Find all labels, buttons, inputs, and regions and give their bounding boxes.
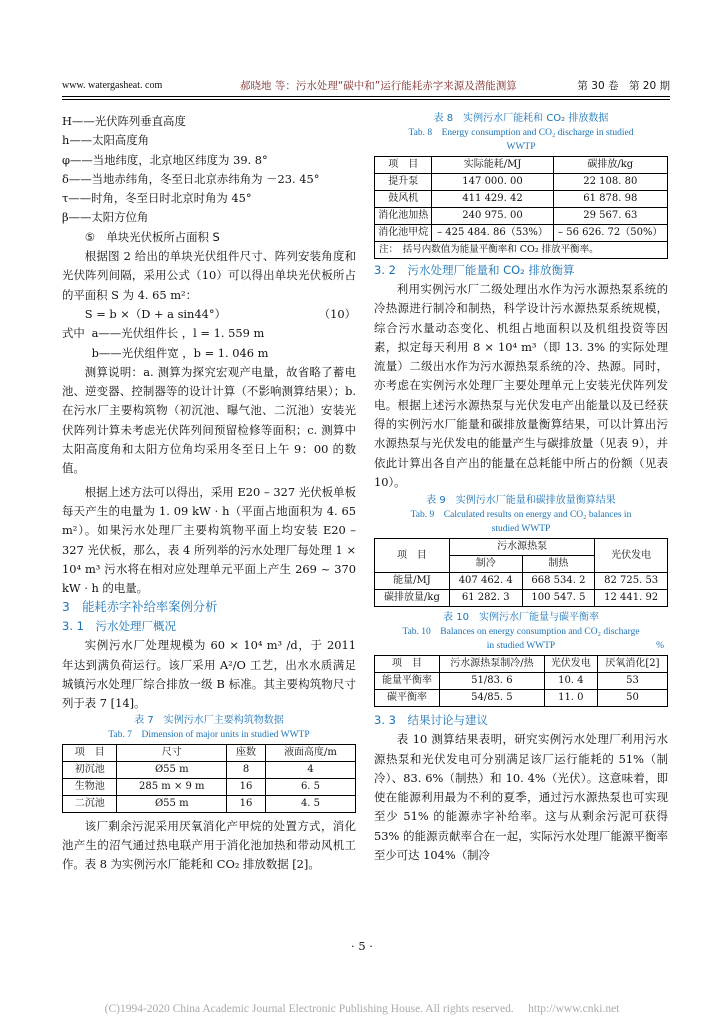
table-9-caption-en: Tab. 9 Calculated results on energy and CO₂ balances in <box>410 510 632 521</box>
table-row <box>375 590 668 607</box>
table-8-note: 注： 括号内数值为能量平衡率和 CO₂ 排放平衡率。 <box>374 242 668 259</box>
definition: φ——当地纬度，北京地区纬度为 39. 8° <box>62 152 268 167</box>
table-9 <box>374 538 668 607</box>
section-heading-3-1: 3. 1 污水处理厂概况 <box>62 619 176 634</box>
table-row <box>375 225 668 242</box>
table-cell: 51/83. 6 <box>440 673 545 690</box>
table-row <box>63 778 356 795</box>
table-7-caption: 表 7 实例污水厂主要构筑物数据 <box>134 714 284 726</box>
right-column <box>374 112 668 865</box>
paragraph: 根据上述方法可以得出，采用 E20 – 327 光伏板单板每天产生的电量为 1. 09 kW · h（平面占地面积为 4. 65 m²）。如果污水处理厂主要构筑物平面上均安装 E20 – 327 光伏板，那么，表 4 所列举的污水处理厂每处理 1 × 10⁴ m³ 污水将在相对应处理单元平面上产生 269 ~ 370 kW · h 的电量。 <box>62 484 356 596</box>
left-column <box>62 112 356 875</box>
table-cell: 消化池加热 <box>375 208 432 225</box>
table-cell: 二沉池 <box>63 795 117 812</box>
paragraph: 表 10 测算结果表明，研究实例污水处理厂利用污水源热泵和光伏发电可分别满足该厂运行能耗的 51%（制冷）、83. 6%（制热）和 10. 4%（光伏）。这意味着，即使在能源利用最为不利的夏季，通过污水源热泵也可实现至少 51% 的能源赤字补给率。这与从剩余污泥可获得 53% 的能源贡献率合在一起，实际污水处理厂能源平衡率至少可达 104%（制冷 <box>374 732 668 863</box>
table-cell: 668 534. 2 <box>522 573 595 590</box>
running-header <box>62 78 670 94</box>
paragraph: 根据图 2 给出的单块光伏组件尺寸、阵列安装角度和光伏阵列间隔，采用公式（10）可以得出单块光伏板所占的平面积 S 为 4. 65 m²： <box>62 249 356 302</box>
section-heading-3-3: 3. 3 结果讨论与建议 <box>374 713 488 728</box>
table-header: 光伏发电 <box>595 539 668 573</box>
where-block <box>62 324 356 363</box>
copyright-footer: (C)1994-2020 China Academic Journal Electronic Publishing House. All rights reserved. http://www.cnki.net <box>104 1003 620 1015</box>
table-header: 实际能耗/MJ <box>432 157 553 174</box>
table-header: 光伏发电 <box>544 656 597 673</box>
table-8 <box>374 156 668 242</box>
table-cell: 10. 4 <box>544 673 597 690</box>
paragraph: 测算说明：a. 测算为探究宏观产电量，故省略了蓄电池、逆变器、控制器等的设计计算（不影响测算结果）；b. 在污水厂主要构筑物（初沉池、曝气池、二沉池）安装光伏阵列计算未考虑光伏阵列间预留检修等面积；c. 测算中太阳高度角和太阳方位角均采用冬至日上午 9：00 的数值。 <box>62 364 356 476</box>
table-row <box>375 573 668 590</box>
table-cell: 82 725. 53 <box>595 573 668 590</box>
table-cell: 29 567. 63 <box>553 208 667 225</box>
table-cell: 能量/MJ <box>375 573 450 590</box>
section-heading-3: 3 能耗赤字补给率案例分析 <box>62 600 218 615</box>
table-cell: 4. 5 <box>265 795 355 812</box>
table-header: 项 目 <box>63 744 117 761</box>
table-9-caption: 表 9 实例污水厂能量和碳排放量衡算结果 <box>426 495 616 507</box>
table-cell: – 425 484. 86（53%） <box>432 225 553 242</box>
table-header: 液面高度/m <box>265 744 355 761</box>
table-cell: 16 <box>227 795 266 812</box>
table-10-unit: % <box>656 641 664 652</box>
table-cell: Ø55 m <box>117 795 227 812</box>
table-cell: 生物池 <box>63 778 117 795</box>
table-cell: Ø55 m <box>117 761 227 778</box>
table-cell: 能量平衡率 <box>375 673 440 690</box>
table-9-caption-en-2: studied WWTP <box>491 524 551 535</box>
table-row <box>375 673 668 690</box>
definition: h——太阳高度角 <box>62 133 150 148</box>
table-10-caption-en: Tab. 10 Balances on energy consumption and CO₂ discharge <box>402 627 640 638</box>
table-header: 污水源热泵制冷/热 <box>440 656 545 673</box>
table-cell: 285 m × 9 m <box>117 778 227 795</box>
table-10 <box>374 655 668 707</box>
table-8-caption-en: Tab. 8 Energy consumption and CO₂ discharge in studied <box>408 128 634 138</box>
table-cell: 提升泵 <box>375 174 432 191</box>
table-cell: 100 547. 5 <box>522 590 595 607</box>
paragraph: 该厂剩余污泥采用厌氧消化产甲烷的处置方式，消化池产生的沼气通过热电联产用于消化池加热和带动风机工作。表 8 为实例污水厂能耗和 CO₂ 排放数据 [2]。 <box>62 818 356 872</box>
table-cell: 61 878. 98 <box>553 191 667 208</box>
table-header: 项 目 <box>375 539 450 573</box>
table-cell: 411 429. 42 <box>432 191 553 208</box>
paragraph: 利用实例污水厂二级处理出水作为污水源热泵系统的冷热源进行制冷和制热，科学设计污水源热泵系统规模，综合污水量动态变化、机组占地面积以及机组投资等因素，拟定每天利用 8 × 10⁴ m³（即 13. 3% 的实际处理流量）二级出水作为污水源热泵系统的冷、热源。同时，亦考虑在实例污水处理厂主要处理单元上安装光伏阵列发电。根据上述污水源热泵与光伏发电产出能量以及已经获得的实例污水厂能量和碳排放量衡算结果，可以计算出污水源热泵与光伏发电的能量产生与碳排放量（见表 9），并依此计算出各自产出的能量在总耗能中所占的份额（见表 10）。 <box>374 282 668 489</box>
definition: τ——时角，冬至日时北京时角为 45° <box>62 191 252 206</box>
table-cell: 240 975. 00 <box>432 208 553 225</box>
table-header: 厌氧消化[2] <box>597 656 667 673</box>
table-row <box>63 761 356 778</box>
table-cell: 鼓风机 <box>375 191 432 208</box>
where-label: 式中 <box>62 326 85 341</box>
table-7 <box>62 744 356 813</box>
table-cell: 8 <box>227 761 266 778</box>
table-row <box>375 174 668 191</box>
table-header-row <box>375 157 668 174</box>
table-cell: 53 <box>597 673 667 690</box>
page-number: · 5 · <box>351 939 373 953</box>
table-header: 污水源热泵 <box>449 539 594 556</box>
table-row <box>63 795 356 812</box>
table-row <box>375 208 668 225</box>
volume-issue: 第 30 卷 第 20 期 <box>577 80 670 92</box>
article-title-header: 郝晓地 等：污水处理“碳中和”运行能耗赤字来源及潜能测算 <box>240 80 517 92</box>
table-header: 项 目 <box>375 656 440 673</box>
table-cell: 消化池甲烷 <box>375 225 432 242</box>
table-header-row <box>375 539 668 556</box>
table-cell: 22 108. 80 <box>553 174 667 191</box>
table-row <box>375 690 668 707</box>
header-rule-thin <box>62 99 670 100</box>
table-cell: 碳排放量/kg <box>375 590 450 607</box>
table-header: 项 目 <box>375 157 432 174</box>
table-cell: 50 <box>597 690 667 707</box>
journal-site: www. watergasheat. com <box>62 80 163 91</box>
item-5-heading: ⑤ 单块光伏板所占面积 S <box>84 229 220 244</box>
definition: β——太阳方位角 <box>62 210 149 225</box>
header-rule <box>62 96 670 97</box>
table-cell: 6. 5 <box>265 778 355 795</box>
table-cell: 12 441. 92 <box>595 590 668 607</box>
table-cell: 407 462. 4 <box>449 573 522 590</box>
equation-10 <box>62 305 356 324</box>
caption-text: in studied WWTP <box>486 641 556 652</box>
table-7-caption-en: Tab. 7 Dimension of major units in studied WWTP <box>108 729 310 740</box>
definition: b——光伏组件宽 ，b = 1. 046 m <box>91 345 269 360</box>
table-cell: 11. 0 <box>544 690 597 707</box>
table-cell: – 56 626. 72（50%） <box>553 225 667 242</box>
table-cell: 61 282. 3 <box>449 590 522 607</box>
table-cell: 初沉池 <box>63 761 117 778</box>
table-cell: 16 <box>227 778 266 795</box>
table-10-caption: 表 10 实例污水厂能量与碳平衡率 <box>443 612 599 624</box>
table-8-caption: 表 8 实例污水厂能耗和 CO₂ 排放数据 <box>433 113 609 124</box>
table-header: 制热 <box>522 556 595 573</box>
table-cell: 147 000. 00 <box>432 174 553 191</box>
paragraph: 实例污水厂处理规模为 60 × 10⁴ m³ /d，于 2011 年达到满负荷运行。该厂采用 A²/O 工艺，出水水质满足城镇污水处理厂综合排放一级 B 标准。其主要构筑物尺寸列于表 7 [14]。 <box>62 638 356 711</box>
table-header: 碳排放/kg <box>553 157 667 174</box>
section-heading-3-2: 3. 2 污水处理厂能量和 CO₂ 排放衡算 <box>374 263 575 277</box>
table-header-row <box>63 744 356 761</box>
equation-number: （10） <box>318 306 356 321</box>
table-row <box>375 191 668 208</box>
table-cell: 4 <box>265 761 355 778</box>
definition: H——光伏阵列垂直高度 <box>62 114 186 128</box>
definition: δ——当地赤纬角，冬至日北京赤纬角为 －23. 45° <box>62 171 320 186</box>
table-header-row <box>375 656 668 673</box>
definition: a——光伏组件长 ，l = 1. 559 m <box>91 326 265 341</box>
equation-body: S = b ×（D + a sin44°） <box>84 306 226 321</box>
table-cell: 54/85. 5 <box>440 690 545 707</box>
table-10-caption-en-2 <box>374 639 668 653</box>
table-header: 尺寸 <box>117 744 227 761</box>
table-cell: 碳平衡率 <box>375 690 440 707</box>
table-8-caption-en-2: WWTP <box>506 142 536 152</box>
table-header: 座数 <box>227 744 266 761</box>
table-header: 制冷 <box>449 556 522 573</box>
